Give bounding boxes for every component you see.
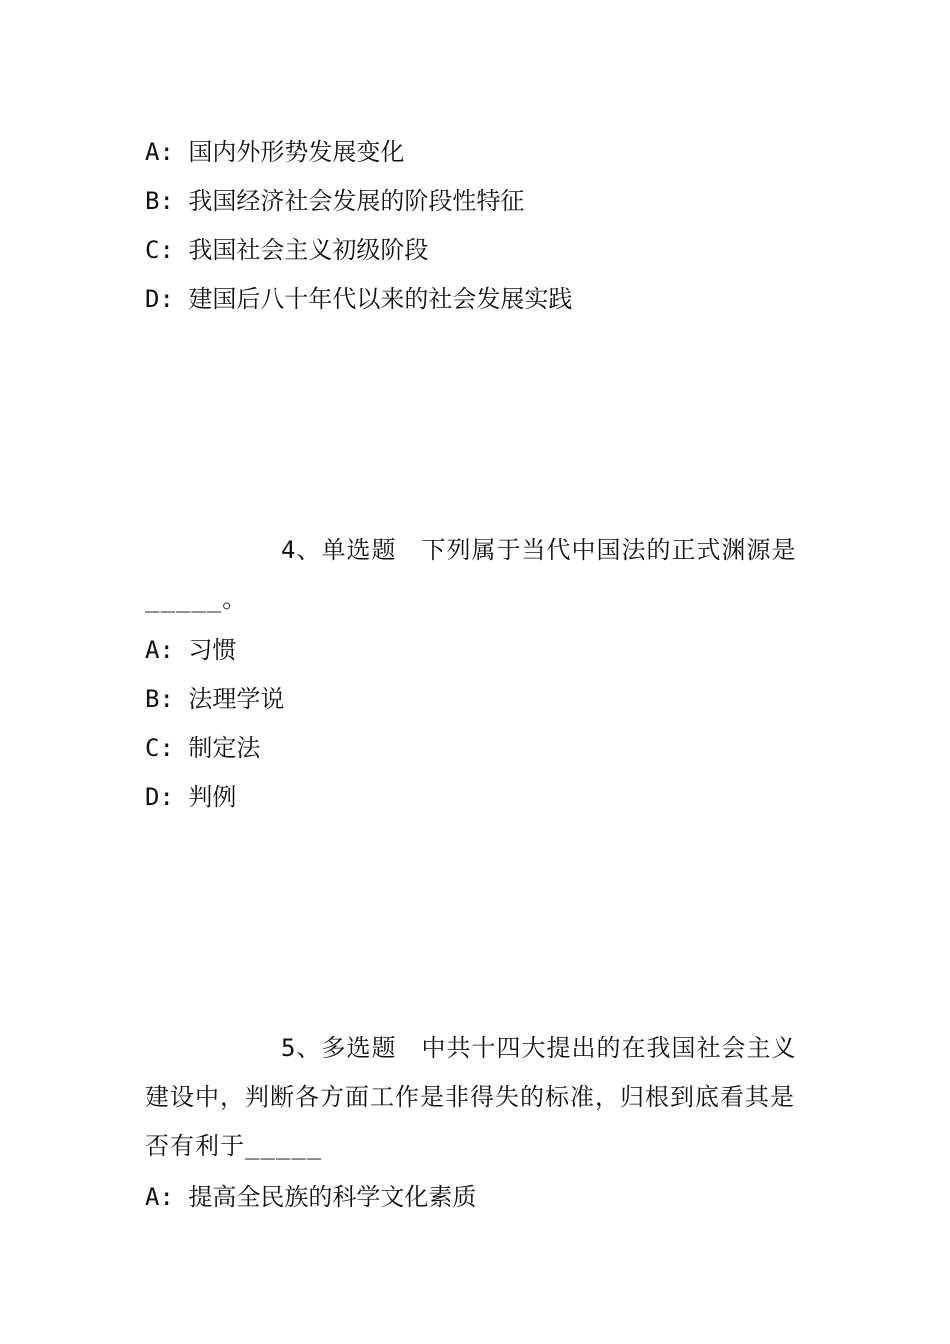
q4-option-c: C: 制定法	[145, 734, 261, 762]
q5-option-a: A: 提高全民族的科学文化素质	[145, 1183, 477, 1211]
q4-option-b: B: 法理学说	[145, 685, 285, 713]
q4-option-d: D: 判例	[145, 783, 237, 811]
q4-option-a: A: 习惯	[145, 636, 237, 664]
q5-stem: 5、多选题 中共十四大提出的在我国社会主义建设中，判断各方面工作是非得失的标准，归根到底看其是否有利于_____	[145, 1034, 797, 1160]
q3-option-b: B: 我国经济社会发展的阶段性特征	[145, 187, 525, 215]
q3-option-a: A: 国内外形势发展变化	[145, 138, 405, 166]
q3-option-c: C: 我国社会主义初级阶段	[145, 236, 429, 264]
q4-stem: 4、单选题 下列属于当代中国法的正式渊源是_____。	[145, 536, 797, 613]
q3-option-d: D: 建国后八十年代以来的社会发展实践	[145, 285, 573, 313]
